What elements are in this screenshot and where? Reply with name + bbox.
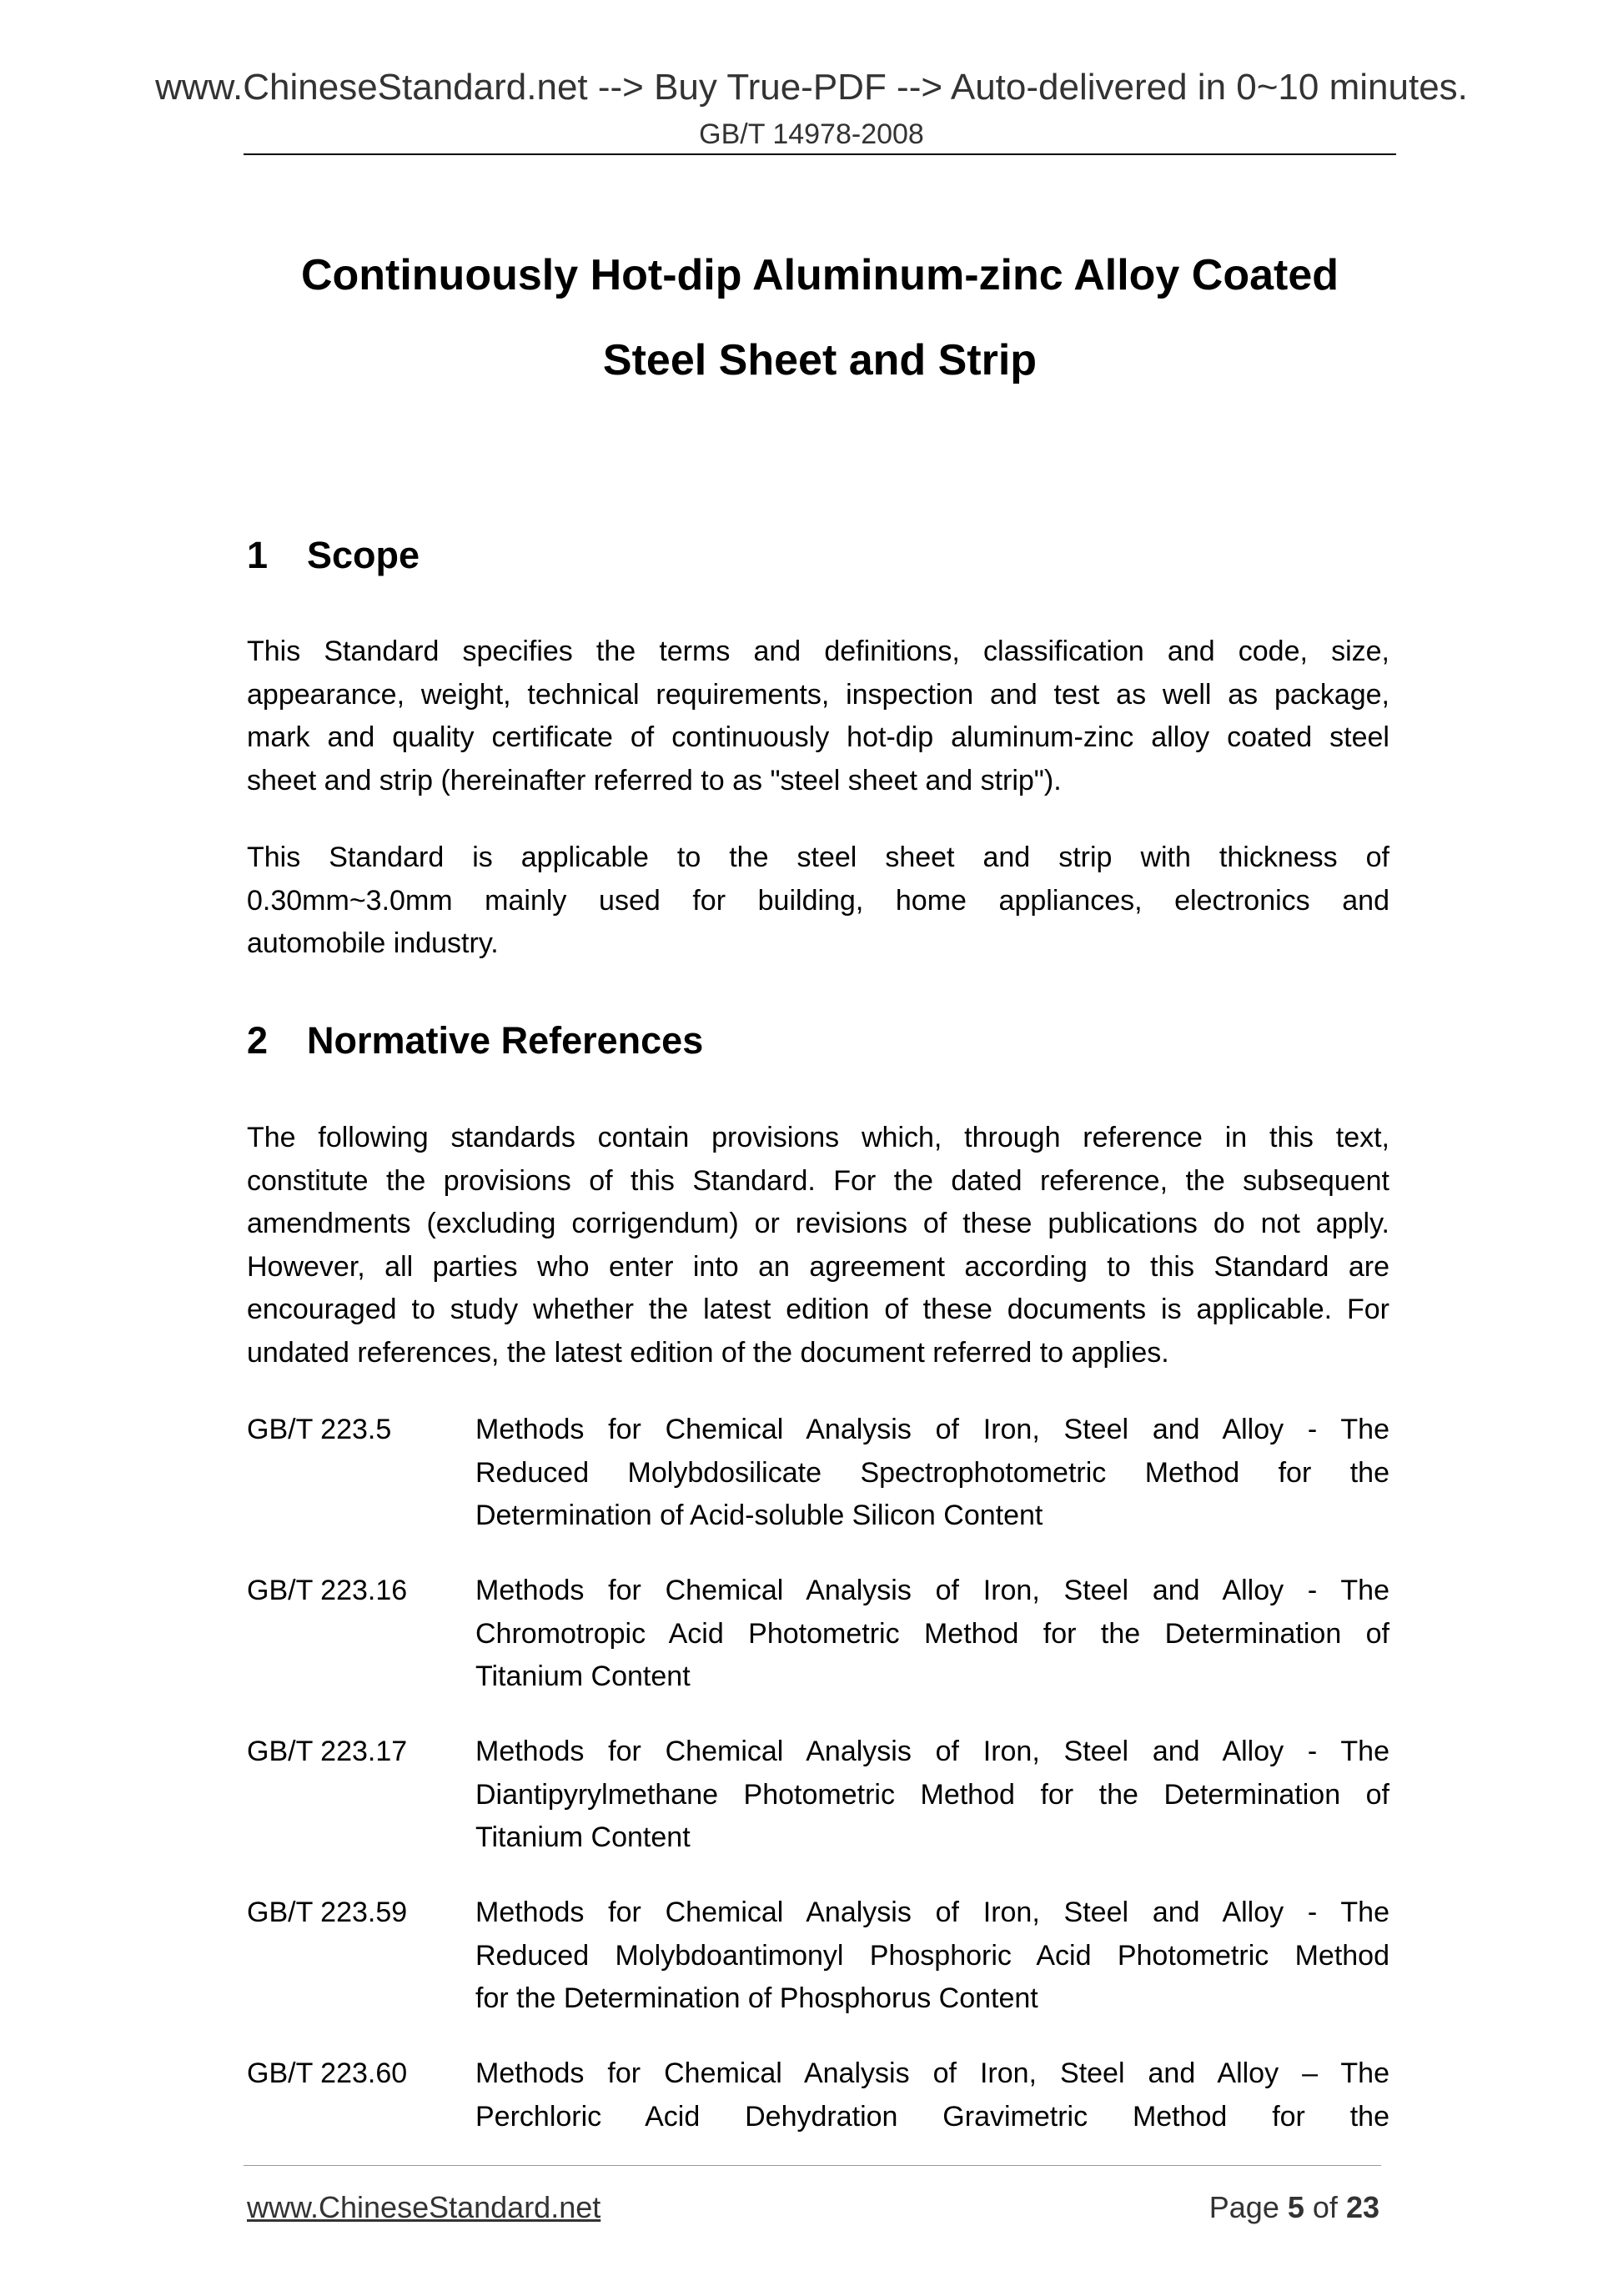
reference-code: GB/T 223.16 [247, 1575, 408, 1606]
reference-title: Methods for Chemical Analysis of Iron, Steel and Alloy – The Perchloric Acid Dehydration Gravimetric Method for the [475, 2057, 1389, 2133]
header-banner: www.ChineseStandard.net --> Buy True-PDF --> Auto-delivered in 0~10 minutes. [155, 67, 1468, 108]
scope-paragraph-1: This Standard specifies the terms and definitions, classification and code, size, appearance, weight, technical requirements, inspection and test as well as package, mark and quality certificate of continuously hot-dip aluminum-zinc alloy coated steel sheet and strip (hereinafter referred to as "steel sheet and strip"). [247, 636, 1389, 796]
current-page-number: 5 [1287, 2190, 1304, 2224]
section-title: Normative References [307, 1019, 704, 1062]
reference-code: GB/T 223.59 [247, 1897, 408, 1928]
reference-title: Methods for Chemical Analysis of Iron, Steel and Alloy - The Diantipyrylmethane Photometric Method for the Determination of Titanium Content [475, 1736, 1389, 1853]
reference-title: Methods for Chemical Analysis of Iron, Steel and Alloy - The Chromotropic Acid Photometric Method for the Determination of Titanium Content [475, 1575, 1389, 1692]
reference-code: GB/T 223.17 [247, 1736, 408, 1767]
footer-divider [244, 2165, 1381, 2166]
section-number: 2 [247, 1019, 269, 1062]
standard-code: GB/T 14978-2008 [699, 118, 924, 150]
section-number: 1 [247, 534, 269, 576]
scope-paragraph-2: This Standard is applicable to the steel sheet and strip with thickness of 0.30mm~3.0mm mainly used for building, home appliances, electronics and automobile industry. [247, 842, 1389, 959]
header-divider [244, 153, 1396, 155]
document-title-line-1: Continuously Hot-dip Aluminum-zinc Alloy Coated [300, 251, 1339, 299]
section-heading-normative-references [247, 1019, 703, 1063]
reference-code: GB/T 223.5 [247, 1414, 392, 1445]
section-title: Scope [307, 534, 420, 576]
document-title-line-2: Steel Sheet and Strip [602, 336, 1038, 384]
reference-code: GB/T 223.60 [247, 2057, 408, 2089]
section-heading-scope [247, 534, 420, 577]
page-indicator: Page 5 of 23 [1208, 2190, 1379, 2224]
footer-website-link[interactable]: www.ChineseStandard.net [247, 2190, 601, 2224]
total-pages: 23 [1345, 2190, 1379, 2224]
normative-paragraph: The following standards contain provisions which, through reference in this text, constitute the provisions of this Standard. For the dated reference, the subsequent amendments (excluding corrigendum) or revisions of these publications do not apply. However, all parties who enter into an agreement according to this Standard are encouraged to study whether the latest edition of these documents is applicable. For undated references, the latest edition of the document referred to applies. [247, 1122, 1389, 1369]
reference-title: Methods for Chemical Analysis of Iron, Steel and Alloy - The Reduced Molybdoantimonyl Phosphoric Acid Photometric Method for the Determination of Phosphorus Content [475, 1897, 1389, 2014]
reference-title: Methods for Chemical Analysis of Iron, Steel and Alloy - The Reduced Molybdosilicate Spectrophotometric Method for the Determination of Acid-soluble Silicon Content [475, 1414, 1389, 1531]
